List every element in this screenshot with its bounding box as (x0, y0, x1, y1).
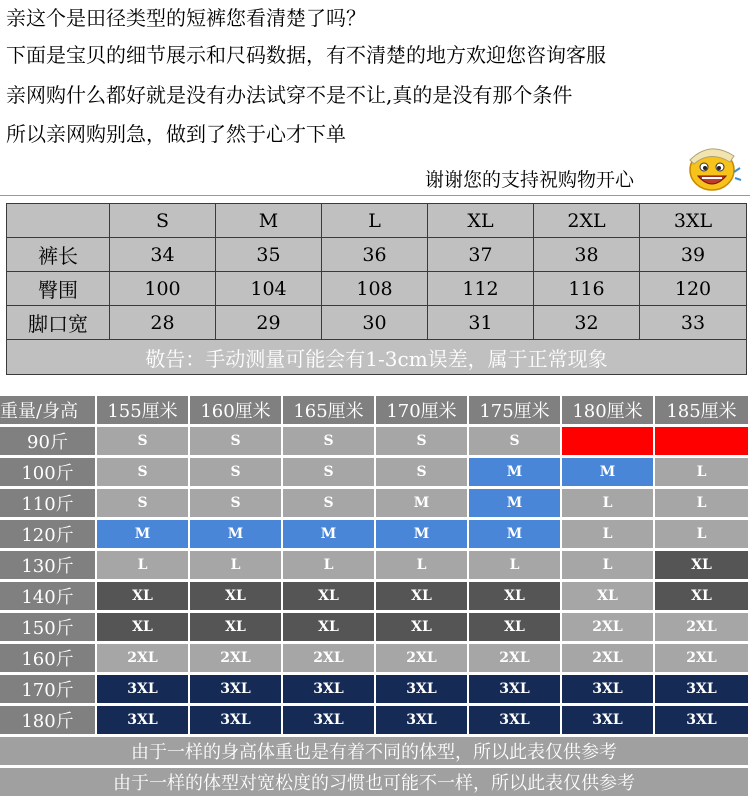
weight-label: 180斤 (0, 706, 97, 737)
size-cell: S (190, 489, 283, 520)
smiley-icon (680, 138, 742, 194)
size-cell: 2XL (655, 613, 750, 644)
row-label: 臀围 (7, 272, 110, 306)
size-cell: XL (469, 613, 562, 644)
table-cell: 108 (322, 272, 428, 306)
size-header: S (110, 204, 216, 238)
size-cell: L (283, 551, 376, 582)
row-label: 裤长 (7, 238, 110, 272)
size-cell: 3XL (190, 706, 283, 737)
table-cell: 38 (534, 238, 640, 272)
row-label: 脚口宽 (7, 306, 110, 340)
weight-label: 120斤 (0, 520, 97, 551)
size-cell: L (655, 489, 750, 520)
size-cell: XL (283, 613, 376, 644)
size-header: 3XL (640, 204, 747, 238)
table-row (7, 272, 747, 306)
size-cell: L (190, 551, 283, 582)
size-header: 2XL (534, 204, 640, 238)
size-cell: L (562, 520, 655, 551)
size-cell: 2XL (655, 644, 750, 675)
table-row (7, 238, 747, 272)
size-cell: 2XL (97, 644, 190, 675)
size-cell: XL (376, 582, 469, 613)
size-cell: S (283, 489, 376, 520)
table-row (0, 551, 750, 582)
footnote-row (0, 768, 750, 799)
weight-label: 140斤 (0, 582, 97, 613)
size-cell: M (376, 520, 469, 551)
table-row (0, 644, 750, 675)
size-cell: L (562, 551, 655, 582)
size-header: XL (428, 204, 534, 238)
size-cell: S (97, 489, 190, 520)
height-header: 160厘米 (190, 396, 283, 427)
weight-label: 100斤 (0, 458, 97, 489)
size-cell: L (469, 551, 562, 582)
table-cell: 39 (640, 238, 747, 272)
size-cell: 3XL (283, 675, 376, 706)
size-cell: 3XL (190, 675, 283, 706)
size-cell: L (562, 489, 655, 520)
size-cell: S (190, 458, 283, 489)
size-cell: 3XL (97, 706, 190, 737)
size-cell: XL (376, 613, 469, 644)
size-cell: XL (283, 582, 376, 613)
measurement-note: 敬告：手动测量可能会有1-3cm误差，属于正常现象 (7, 340, 747, 375)
size-cell: XL (655, 582, 750, 613)
size-chart-body (0, 427, 750, 737)
intro-line: 下面是宝贝的细节展示和尺码数据，有不清楚的地方欢迎您咨询客服 (6, 43, 606, 67)
size-cell: 2XL (562, 613, 655, 644)
table-cell: 104 (216, 272, 322, 306)
table-row (0, 489, 750, 520)
size-cell (655, 427, 750, 458)
intro-line: 亲这个是田径类型的短裤您看清楚了吗？ (6, 6, 366, 30)
weight-label: 110斤 (0, 489, 97, 520)
size-cell: M (376, 489, 469, 520)
size-cell: XL (190, 582, 283, 613)
weight-label: 150斤 (0, 613, 97, 644)
size-cell: M (469, 520, 562, 551)
table-cell: 30 (322, 306, 428, 340)
size-cell: 3XL (97, 675, 190, 706)
note-row (7, 340, 747, 375)
size-cell: 2XL (562, 644, 655, 675)
size-chart-table (0, 396, 750, 799)
size-cell: L (97, 551, 190, 582)
size-cell: S (190, 427, 283, 458)
size-cell: XL (97, 613, 190, 644)
weight-label: 130斤 (0, 551, 97, 582)
height-header: 185厘米 (655, 396, 750, 427)
table-cell: 34 (110, 238, 216, 272)
size-cell: 3XL (469, 706, 562, 737)
size-cell: 3XL (469, 675, 562, 706)
height-header: 165厘米 (283, 396, 376, 427)
size-cell: XL (655, 551, 750, 582)
height-header: 155厘米 (97, 396, 190, 427)
size-cell: M (469, 489, 562, 520)
size-cell: 3XL (562, 675, 655, 706)
table-row (0, 520, 750, 551)
footnote-row (0, 737, 750, 768)
footnote: 由于一样的体型对宽松度的习惯也可能不一样，所以此表仅供参考 (0, 768, 750, 799)
table-row (0, 706, 750, 737)
table-row (0, 458, 750, 489)
size-cell: M (190, 520, 283, 551)
weight-label: 90斤 (0, 427, 97, 458)
size-cell: 2XL (469, 644, 562, 675)
size-header: M (216, 204, 322, 238)
size-cell: L (376, 551, 469, 582)
size-cell: M (469, 458, 562, 489)
table-cell: 36 (322, 238, 428, 272)
table-cell: 37 (428, 238, 534, 272)
table-cell: 33 (640, 306, 747, 340)
size-cell: 3XL (283, 706, 376, 737)
weight-label: 160斤 (0, 644, 97, 675)
size-header-row (7, 204, 747, 238)
table-row (0, 613, 750, 644)
size-cell: 2XL (190, 644, 283, 675)
table-cell: 100 (110, 272, 216, 306)
thanks-message: 谢谢您的支持祝购物开心 (425, 169, 635, 191)
size-cell (562, 427, 655, 458)
weight-label: 170斤 (0, 675, 97, 706)
table-cell: 28 (110, 306, 216, 340)
table-row (0, 582, 750, 613)
size-cell: 3XL (376, 706, 469, 737)
table-row (0, 427, 750, 458)
size-cell: S (376, 458, 469, 489)
intro-line: 亲网购什么都好就是没有办法试穿不是不让,真的是没有那个条件 (6, 83, 573, 107)
size-cell: XL (190, 613, 283, 644)
height-header: 175厘米 (469, 396, 562, 427)
table-cell: 120 (640, 272, 747, 306)
size-cell: XL (469, 582, 562, 613)
size-cell: 3XL (376, 675, 469, 706)
size-cell: M (562, 458, 655, 489)
divider (0, 195, 750, 196)
size-cell: 3XL (655, 675, 750, 706)
size-cell: L (655, 458, 750, 489)
size-cell: XL (562, 582, 655, 613)
height-header: 180厘米 (562, 396, 655, 427)
table-row (7, 306, 747, 340)
size-cell: M (283, 520, 376, 551)
size-cell: 3XL (562, 706, 655, 737)
table-cell: 35 (216, 238, 322, 272)
size-cell: 3XL (655, 706, 750, 737)
size-cell: S (97, 458, 190, 489)
size-cell: XL (97, 582, 190, 613)
size-cell: S (97, 427, 190, 458)
footnote: 由于一样的身高体重也是有着不同的体型，所以此表仅供参考 (0, 737, 750, 768)
size-cell: M (97, 520, 190, 551)
size-cell: S (283, 458, 376, 489)
height-header-row (0, 396, 750, 427)
size-cell: S (469, 427, 562, 458)
table-cell: 32 (534, 306, 640, 340)
table-cell: 31 (428, 306, 534, 340)
table-cell: 116 (534, 272, 640, 306)
size-cell: 2XL (283, 644, 376, 675)
size-cell: S (376, 427, 469, 458)
height-header: 170厘米 (376, 396, 469, 427)
size-cell: 2XL (376, 644, 469, 675)
measurement-table (6, 203, 747, 375)
corner-label: 重量/身高 (0, 396, 97, 427)
size-header: L (322, 204, 428, 238)
table-row (0, 675, 750, 706)
corner-cell (7, 204, 110, 238)
intro-line: 所以亲网购别急，做到了然于心才下单 (6, 122, 346, 146)
table-cell: 29 (216, 306, 322, 340)
size-cell: S (283, 427, 376, 458)
table-cell: 112 (428, 272, 534, 306)
size-cell: L (655, 520, 750, 551)
